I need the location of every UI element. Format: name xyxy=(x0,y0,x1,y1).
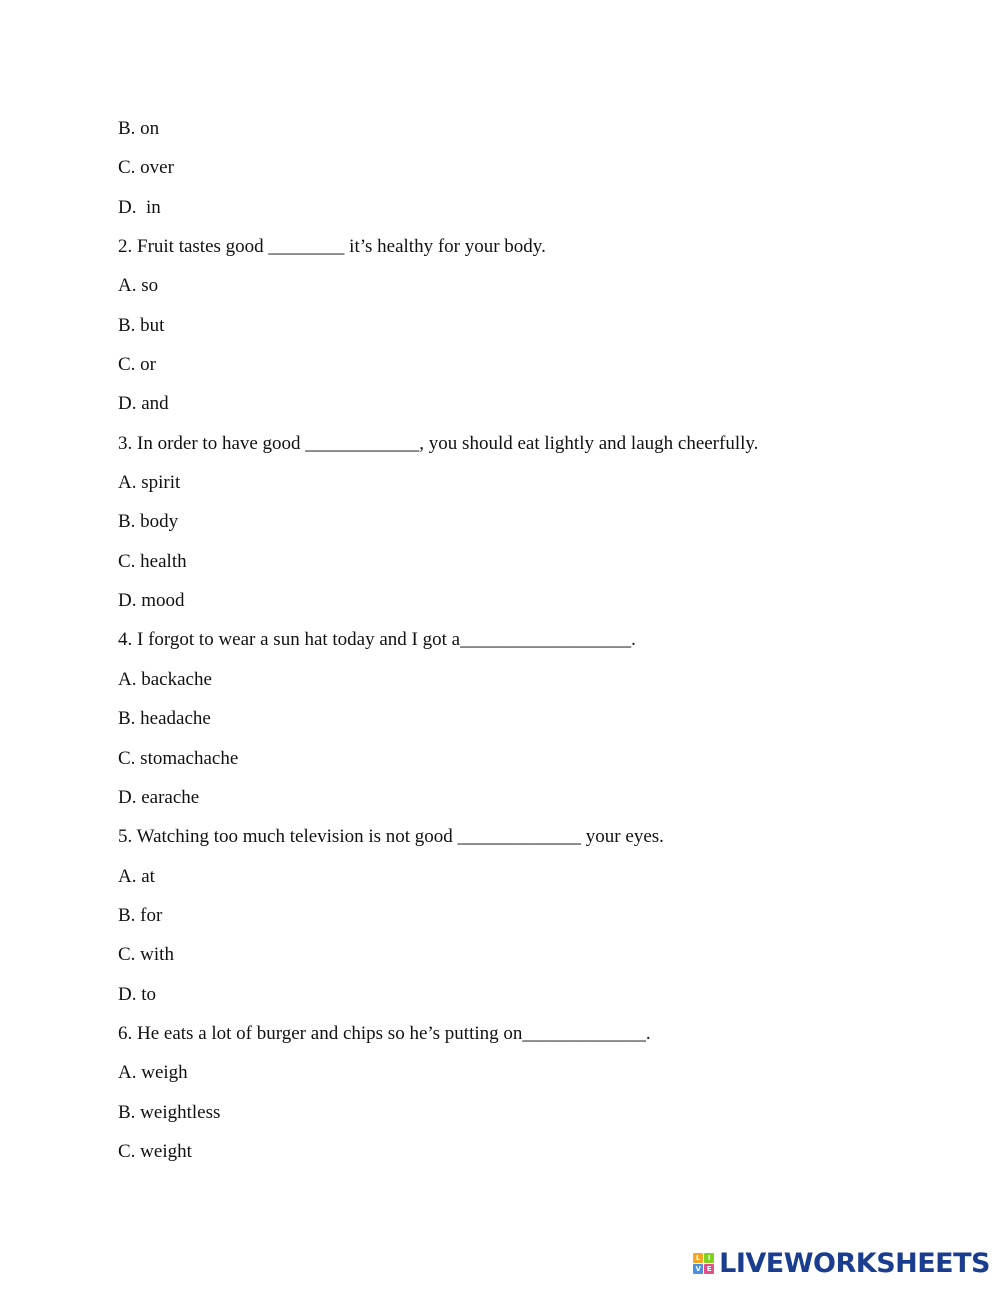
option-b-q5: B. for xyxy=(118,904,163,926)
option-d-q1: D. in xyxy=(118,196,161,218)
option-a-q4: A. backache xyxy=(118,668,212,690)
option-c-q1: C. over xyxy=(118,157,174,179)
logo-block-i: I xyxy=(704,1253,714,1263)
option-c-q3: C. health xyxy=(118,550,187,572)
question-2: 2. Fruit tastes good ________ it’s healthy for your body. xyxy=(118,236,546,258)
question-5: 5. Watching too much television is not good _____________ your eyes. xyxy=(118,826,664,848)
option-a-q2: A. so xyxy=(118,275,159,297)
option-b-q2: B. but xyxy=(118,314,165,336)
option-c-q5: C. with xyxy=(118,944,174,966)
option-d-q5: D. to xyxy=(118,983,156,1005)
logo-block-e: E xyxy=(704,1264,714,1274)
question-6: 6. He eats a lot of burger and chips so he’s putting on_____________. xyxy=(118,1022,651,1044)
question-4: 4. I forgot to wear a sun hat today and I got a__________________. xyxy=(118,629,636,651)
option-b-q1: B. on xyxy=(118,118,160,139)
option-d-q2: D. and xyxy=(118,393,169,415)
option-b-q6: B. weightless xyxy=(118,1101,221,1123)
logo-block-l: L xyxy=(693,1253,703,1263)
worksheet-body xyxy=(118,117,938,1179)
option-c-q6: C. weight xyxy=(118,1140,192,1162)
logo-block-v: V xyxy=(693,1264,703,1274)
option-a-q3: A. spirit xyxy=(118,472,181,494)
logo-text: LIVEWORKSHEETS xyxy=(719,1248,990,1279)
option-c-q4: C. stomachache xyxy=(118,747,239,769)
logo-blocks-icon xyxy=(693,1253,714,1274)
question-3: 3. In order to have good ____________, you should eat lightly and laugh cheerfully. xyxy=(118,432,759,454)
option-a-q6: A. weigh xyxy=(118,1062,188,1084)
option-b-q4: B. headache xyxy=(118,708,211,730)
option-a-q5: A. at xyxy=(118,865,155,887)
liveworksheets-logo xyxy=(693,1248,990,1279)
option-c-q2: C. or xyxy=(118,354,156,376)
option-b-q3: B. body xyxy=(118,511,179,533)
option-d-q4: D. earache xyxy=(118,786,200,808)
option-d-q3: D. mood xyxy=(118,590,185,612)
